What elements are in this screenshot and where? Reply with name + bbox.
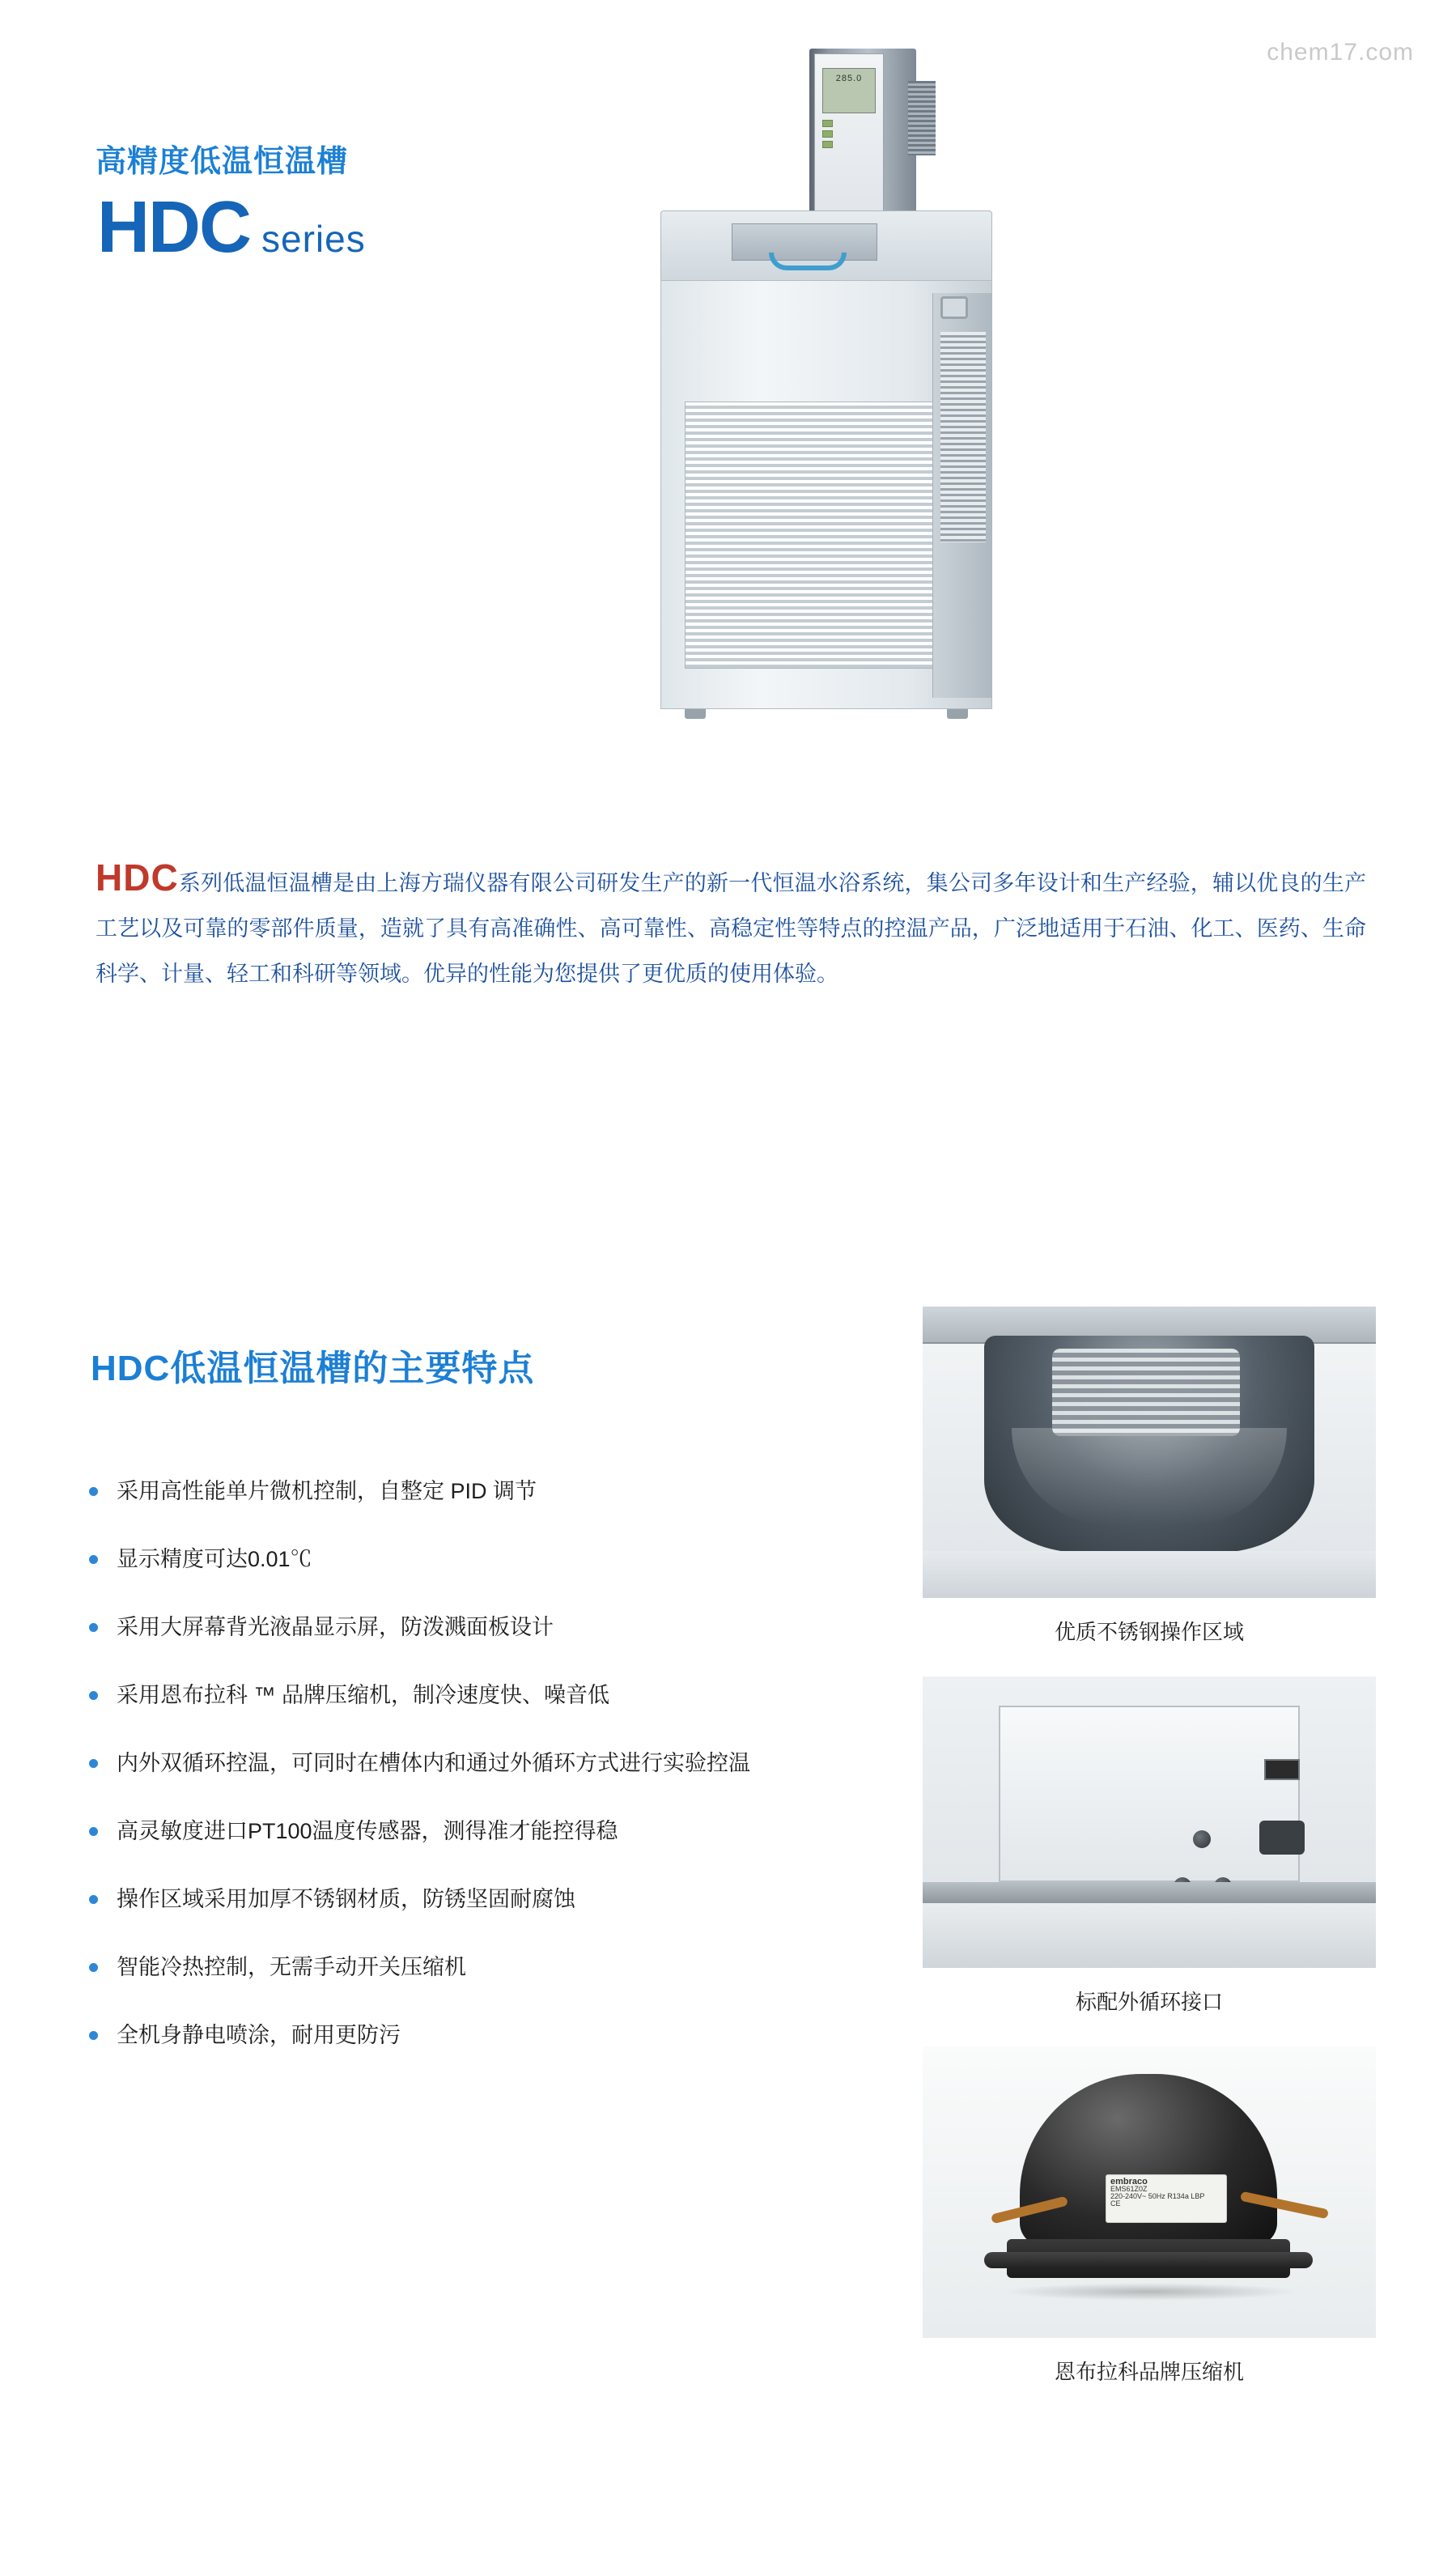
list-item (81, 2017, 890, 2053)
feature-text: 全机身静电喷涂，耐用更防污 (117, 2023, 401, 2047)
drain-spigot (940, 296, 968, 319)
controller-display-value: 285.0 (835, 74, 863, 83)
controller-vent (908, 81, 936, 155)
product-photo (647, 49, 1101, 826)
controller-button (822, 130, 833, 138)
feature-text: 操作区域采用加厚不锈钢材质，防锈坚固耐腐蚀 (117, 1887, 575, 1911)
intro-paragraph (96, 855, 1366, 997)
controller-buttons (822, 120, 876, 147)
list-item (81, 1745, 890, 1781)
list-item (81, 1541, 890, 1577)
features-list (81, 1473, 890, 2085)
controller-lcd-screen (822, 68, 876, 113)
list-item (81, 1473, 890, 1509)
controller-button (822, 120, 833, 127)
bullet-icon (89, 1895, 98, 1904)
feature-text: 内外双循环控温，可同时在槽体内和通过外循环方式进行实验控温 (117, 1751, 750, 1775)
side-vent-grille (940, 332, 986, 542)
bullet-icon (89, 1487, 98, 1496)
photo-caption: 优质不锈钢操作区域 (1054, 1620, 1244, 1644)
photo-background (923, 1903, 1376, 1968)
rear-panel (999, 1706, 1300, 1882)
list-item (81, 1949, 890, 1985)
compressor-brand: embraco (1110, 2177, 1148, 2186)
feature-text: 采用高性能单片微机控制，自整定 PID 调节 (117, 1479, 537, 1503)
bullet-icon (89, 1759, 98, 1768)
feature-text: 高灵敏度进口PT100温度传感器，测得准才能控得稳 (117, 1819, 618, 1843)
bullet-icon (89, 1691, 98, 1700)
cooling-coil (1052, 1349, 1240, 1436)
bullet-icon (89, 1623, 98, 1632)
list-item (81, 1677, 890, 1713)
photo-block-stainless-area (923, 1307, 1376, 1654)
tank-handle (769, 253, 847, 270)
photo-stainless-tank-interior (923, 1307, 1376, 1598)
compressor-spec: 220-240V~ 50Hz R134a LBP (1110, 2192, 1205, 2200)
photo-rear-circulation-ports (923, 1676, 1376, 1968)
page-title: 高精度低温恒温槽 (96, 145, 349, 179)
cabinet-foot (947, 709, 968, 719)
cabinet-foot (685, 709, 706, 719)
feature-text: 采用大屏幕背光液晶显示屏，防泼溅面板设计 (117, 1615, 554, 1639)
site-watermark: chem17.com (1267, 39, 1414, 66)
compressor-model: EMS61Z0Z (1110, 2185, 1148, 2193)
photo-column (923, 1307, 1376, 2416)
intro-text: 系列低温恒温槽是由上海方瑞仪器有限公司研发生产的新一代恒温水浴系统，集公司多年设计和生产经验，辅以优良的生产工艺以及可靠的零部件质量，造就了具有高准确性、高可靠性、高稳定性等特点的控温产品，广泛地适用于石油、化工、医药、生命科学、计量、轻工和科研等领域。优异的性能为您提供了更优质的使用体验。 (96, 871, 1366, 986)
photo-caption: 恩布拉科品牌压缩机 (1054, 2360, 1244, 2384)
model-series: series (261, 218, 366, 260)
model-code: HDC (97, 187, 250, 268)
feature-text: 智能冷热控制，无需手动开关压缩机 (117, 1955, 466, 1979)
cabinet-top-surface (923, 1551, 1376, 1598)
port-knob (1193, 1830, 1211, 1848)
controller-button (822, 141, 833, 148)
list-item (81, 1609, 890, 1645)
compressor-badge: CE (1110, 2199, 1121, 2208)
intro-brand: HDC (96, 856, 179, 899)
drop-shadow (1000, 2283, 1300, 2301)
list-item (81, 1813, 890, 1849)
power-switch-icon (1264, 1759, 1300, 1780)
features-heading: HDC低温恒温槽的主要特点 (91, 1349, 535, 1388)
photo-compressor (923, 2046, 1376, 2338)
photo-block-circulation-port (923, 1676, 1376, 2024)
bullet-icon (89, 1555, 98, 1564)
model-name (97, 187, 366, 268)
compressor-mount (1007, 2239, 1290, 2278)
feature-text: 采用恩布拉科 ™ 品牌压缩机，制冷速度快、噪音低 (117, 1683, 610, 1707)
compressor-label (1106, 2174, 1227, 2223)
feature-text: 显示精度可达0.01℃ (117, 1547, 312, 1571)
bullet-icon (89, 1827, 98, 1836)
bullet-icon (89, 1963, 98, 1972)
front-vent-grille (685, 402, 936, 669)
list-item (81, 1881, 890, 1917)
power-socket-icon (1259, 1821, 1305, 1855)
bullet-icon (89, 2031, 98, 2040)
photo-caption: 标配外循环接口 (1075, 1990, 1223, 2014)
photo-block-compressor (923, 2046, 1376, 2394)
panel-shelf (923, 1882, 1376, 1903)
